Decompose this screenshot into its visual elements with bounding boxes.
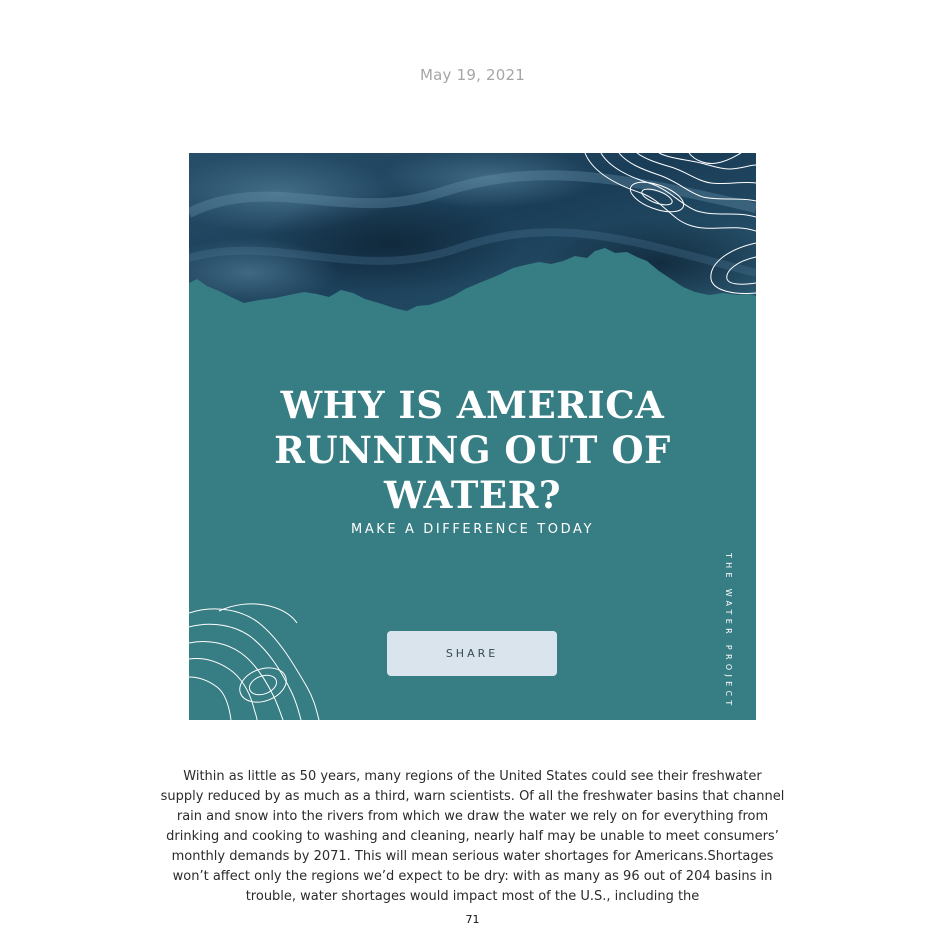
card-headline — [189, 383, 756, 518]
post-date: May 19, 2021 — [420, 66, 525, 84]
page-number: 71 — [465, 913, 480, 926]
article-paragraph: Within as little as 50 years, many regions of the United States could see their freshwater supply reduced by as much as a third, warn scientists. Of all the freshwater basins that channel rain and snow into the rivers from which we draw the water we rely on for everything from drinking and cooking to washing and cleaning, nearly half may be unable to meet consumers’ monthly demands by 2071. This will mean serious water shortages for Americans.Shortages won’t affect only the regions we’d expect to be dry: with as many as 96 out of 204 basins in trouble, water shortages would impact most of the U.S., including the — [160, 769, 785, 904]
card-tagline: MAKE A DIFFERENCE TODAY — [351, 522, 594, 537]
headline-line: WHY IS AMERICA — [280, 383, 665, 427]
headline-line: RUNNING OUT OF — [274, 428, 671, 472]
share-button[interactable]: SHARE — [387, 631, 557, 676]
headline-line: WATER? — [383, 473, 562, 517]
brand-label: THE WATER PROJECT — [724, 553, 733, 710]
promo-card — [189, 153, 756, 720]
